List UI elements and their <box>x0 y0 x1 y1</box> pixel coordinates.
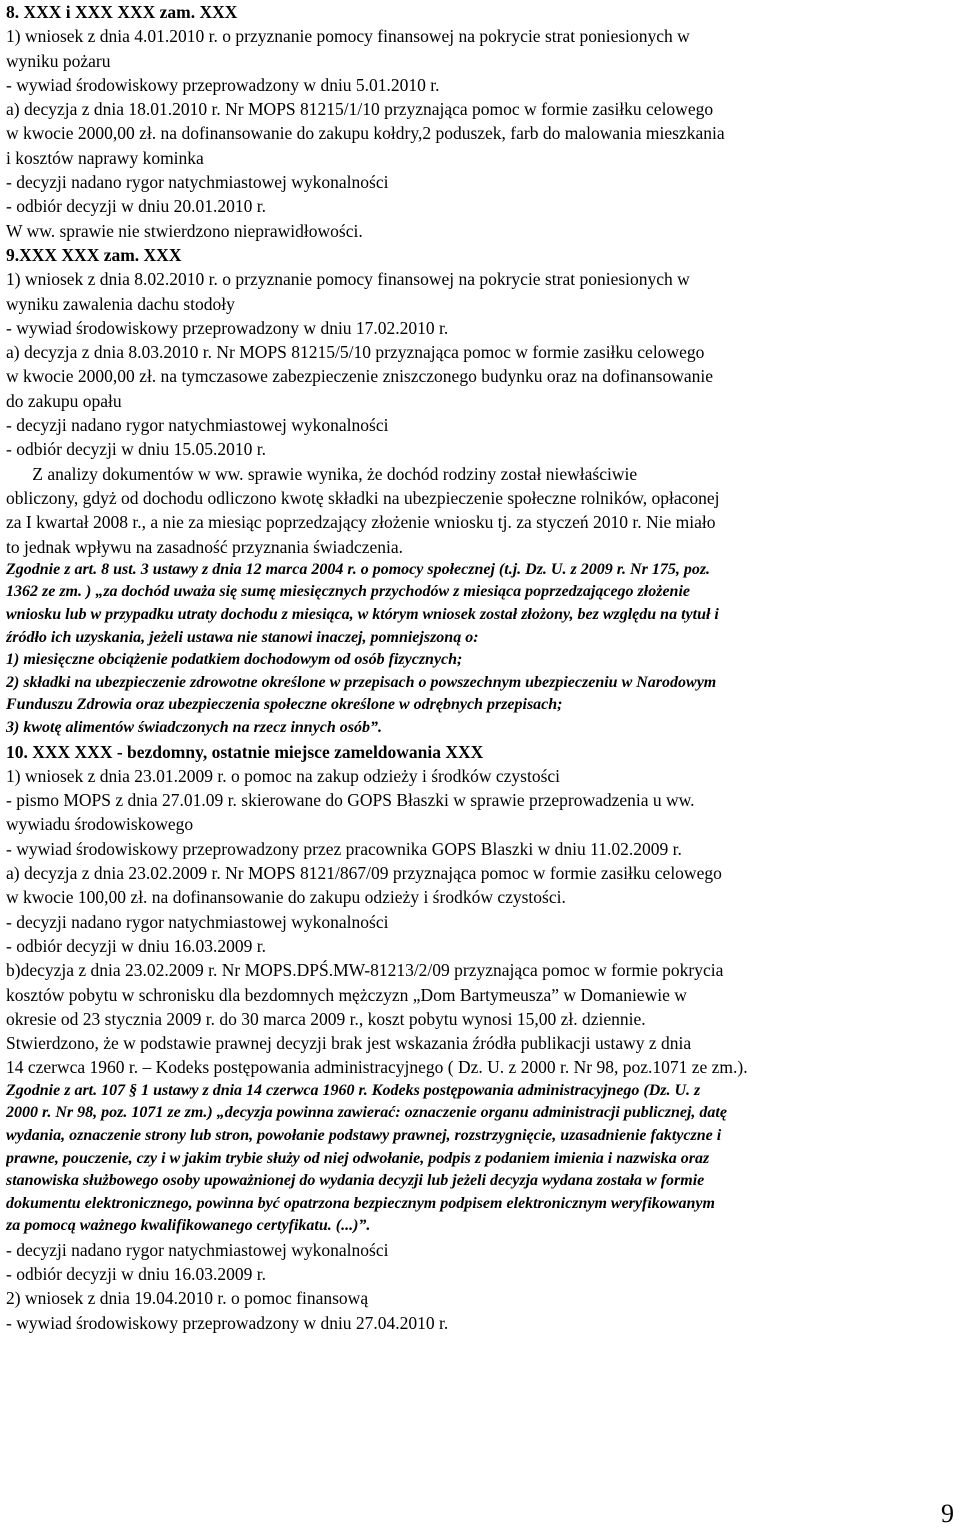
text-line: - decyzji nadano rygor natychmiastowej wykonalności <box>6 911 389 932</box>
legal-quote-line: za pomocą ważnego kwalifikowanego certyfikatu. (...)”. <box>6 1217 371 1235</box>
text-line: wywiadu środowiskowego <box>6 814 194 835</box>
text-line: 1) wniosek z dnia 4.01.2010 r. o przyznanie pomocy finansowej na pokrycie strat poniesionych w <box>6 26 690 47</box>
text-line: - wywiad środowiskowy przeprowadzony w dniu 27.04.2010 r. <box>6 1312 449 1333</box>
text-line: - wywiad środowiskowy przeprowadzony w dniu 17.02.2010 r. <box>6 317 449 338</box>
text-line: Z analizy dokumentów w ww. sprawie wynika, że dochód rodziny został niewłaściwie <box>6 463 638 484</box>
text-line: wyniku pożaru <box>6 50 111 71</box>
text-line: W ww. sprawie nie stwierdzono nieprawidłowości. <box>6 220 363 241</box>
text-line: obliczony, gdyż od dochodu odliczono kwotę składki na ubezpieczenie społeczne rolników, opłaconej <box>6 487 720 508</box>
legal-quote-line: stanowiska służbowego osoby upoważnionej do wydania decyzji lub jeżeli decyzja wydana została w formie <box>6 1172 705 1190</box>
text-line: kosztów pobytu w schronisku dla bezdomnych mężczyzn „Dom Bartymeusza” w Domaniewie w <box>6 984 687 1005</box>
text-line: - odbiór decyzji w dniu 15.05.2010 r. <box>6 439 267 460</box>
text-line: 1) wniosek z dnia 23.01.2009 r. o pomoc na zakup odzieży i środków czystości <box>6 765 561 786</box>
text-line: to jednak wpływu na zasadność przyznania świadczenia. <box>6 536 403 557</box>
text-line: do zakupu opału <box>6 390 122 411</box>
text-line: 14 czerwca 1960 r. – Kodeks postępowania administracyjnego ( Dz. U. z 2000 r. Nr 98, poz.1071 ze zm.). <box>6 1057 748 1078</box>
text-line: b)decyzja z dnia 23.02.2009 r. Nr MOPS.DPŚ.MW-81213/2/09 przyznająca pomoc w formie pokrycia <box>6 960 724 981</box>
legal-quote-line: Funduszu Zdrowia oraz ubezpieczenia społeczne określone w odrębnych przepisach; <box>6 696 563 714</box>
text-line: okresie od 23 stycznia 2009 r. do 30 marca 2009 r., koszt pobytu wynosi 15,00 zł. dziennie. <box>6 1008 646 1029</box>
text-line: a) decyzja z dnia 8.03.2010 r. Nr MOPS 81215/5/10 przyznająca pomoc w formie zasiłku celowego <box>6 342 705 363</box>
text-line: w kwocie 2000,00 zł. na dofinansowanie do zakupu kołdry,2 poduszek, farb do malowania mieszkania <box>6 123 725 144</box>
section-8-heading: 8. XXX i XXX XXX zam. XXX <box>6 2 238 22</box>
text-line: - wywiad środowiskowy przeprowadzony w dniu 5.01.2010 r. <box>6 74 440 95</box>
text-line: wyniku zawalenia dachu stodoły <box>6 293 235 314</box>
text-line: - decyzji nadano rygor natychmiastowej wykonalności <box>6 1239 389 1260</box>
legal-quote-line: 1362 ze zm. ) „za dochód uważa się sumę miesięcznych przychodów z miesiąca poprzedzającego złożenie <box>6 583 690 601</box>
text-line: w kwocie 2000,00 zł. na tymczasowe zabezpieczenie zniszczonego budynku oraz na dofinansowanie <box>6 366 714 387</box>
text-line: w kwocie 100,00 zł. na dofinansowanie do zakupu odzieży i środków czystości. <box>6 887 566 908</box>
legal-quote-line: prawne, pouczenie, czy i w jakim trybie służy od niej odwołanie, podpis z podaniem imienia i nazwiska oraz <box>6 1149 710 1167</box>
legal-quote-line: dokumentu elektronicznego, powinna być opatrzona bezpiecznym podpisem elektronicznym weryfikowanym <box>6 1194 715 1212</box>
text-line: - odbiór decyzji w dniu 16.03.2009 r. <box>6 1264 267 1285</box>
page-number: 9 <box>941 1499 954 1528</box>
text-line: za I kwartał 2008 r., a nie za miesiąc poprzedzający złożenie wniosku tj. za styczeń 2010 r. Nie miało <box>6 512 716 533</box>
section-9-heading: 9.XXX XXX zam. XXX <box>6 244 182 265</box>
legal-quote-line: Zgodnie z art. 107 § 1 ustawy z dnia 14 czerwca 1960 r. Kodeks postępowania administracyjnego (Dz. U. z <box>6 1081 701 1099</box>
legal-quote-line: wydania, oznaczenie strony lub stron, powołanie podstawy prawnej, rozstrzygnięcie, uzasadnienie faktyczne i <box>6 1126 722 1144</box>
text-line: 1) wniosek z dnia 8.02.2010 r. o przyznanie pomocy finansowej na pokrycie strat poniesionych w <box>6 269 690 290</box>
text-line: - decyzji nadano rygor natychmiastowej wykonalności <box>6 172 389 193</box>
section-10-heading: 10. XXX XXX - bezdomny, ostatnie miejsce zameldowania XXX <box>6 741 484 762</box>
legal-quote-line: 2) składki na ubezpieczenie zdrowotne określone w przepisach o powszechnym ubezpieczeniu w Narodowym <box>6 673 717 691</box>
legal-quote-line: 1) miesięczne obciążenie podatkiem dochodowym od osób fizycznych; <box>6 651 463 669</box>
text-line: a) decyzja z dnia 23.02.2009 r. Nr MOPS 8121/867/09 przyznająca pomoc w formie zasiłku celowego <box>6 863 722 884</box>
text-line: Stwierdzono, że w podstawie prawnej decyzji brak jest wskazania źródła publikacji ustawy z dnia <box>6 1033 692 1054</box>
text-line: a) decyzja z dnia 18.01.2010 r. Nr MOPS 81215/1/10 przyznająca pomoc w formie zasiłku celowego <box>6 99 714 120</box>
legal-quote-line: 2000 r. Nr 98, poz. 1071 ze zm.) „decyzja powinna zawierać: oznaczenie organu administracji publicznej, datę <box>6 1104 727 1122</box>
text-line: - decyzji nadano rygor natychmiastowej wykonalności <box>6 415 389 436</box>
text-line: - odbiór decyzji w dniu 20.01.2010 r. <box>6 196 267 217</box>
legal-quote-line: 3) kwotę alimentów świadczonych na rzecz innych osób”. <box>6 718 383 736</box>
text-line: i kosztów naprawy kominka <box>6 147 204 168</box>
text-line: - wywiad środowiskowy przeprowadzony przez pracownika GOPS Blaszki w dniu 11.02.2009 r. <box>6 838 682 859</box>
text-line: - pismo MOPS z dnia 27.01.09 r. skierowane do GOPS Błaszki w sprawie przeprowadzenia u ww. <box>6 790 695 811</box>
legal-quote-line: Zgodnie z art. 8 ust. 3 ustawy z dnia 12 marca 2004 r. o pomocy społecznej (t.j. Dz. U. z 2009 r. Nr 175, poz. <box>6 560 711 578</box>
legal-quote-line: wniosku lub w przypadku utraty dochodu z miesiąca, w którym wniosek został złożony, bez względu na tytuł i <box>6 606 719 624</box>
legal-quote-line: źródło ich uzyskania, jeżeli ustawa nie stanowi inaczej, pomniejszoną o: <box>6 628 479 646</box>
text-line: 2) wniosek z dnia 19.04.2010 r. o pomoc finansową <box>6 1288 369 1309</box>
text-line: - odbiór decyzji w dniu 16.03.2009 r. <box>6 935 267 956</box>
document-page <box>6 0 956 1335</box>
